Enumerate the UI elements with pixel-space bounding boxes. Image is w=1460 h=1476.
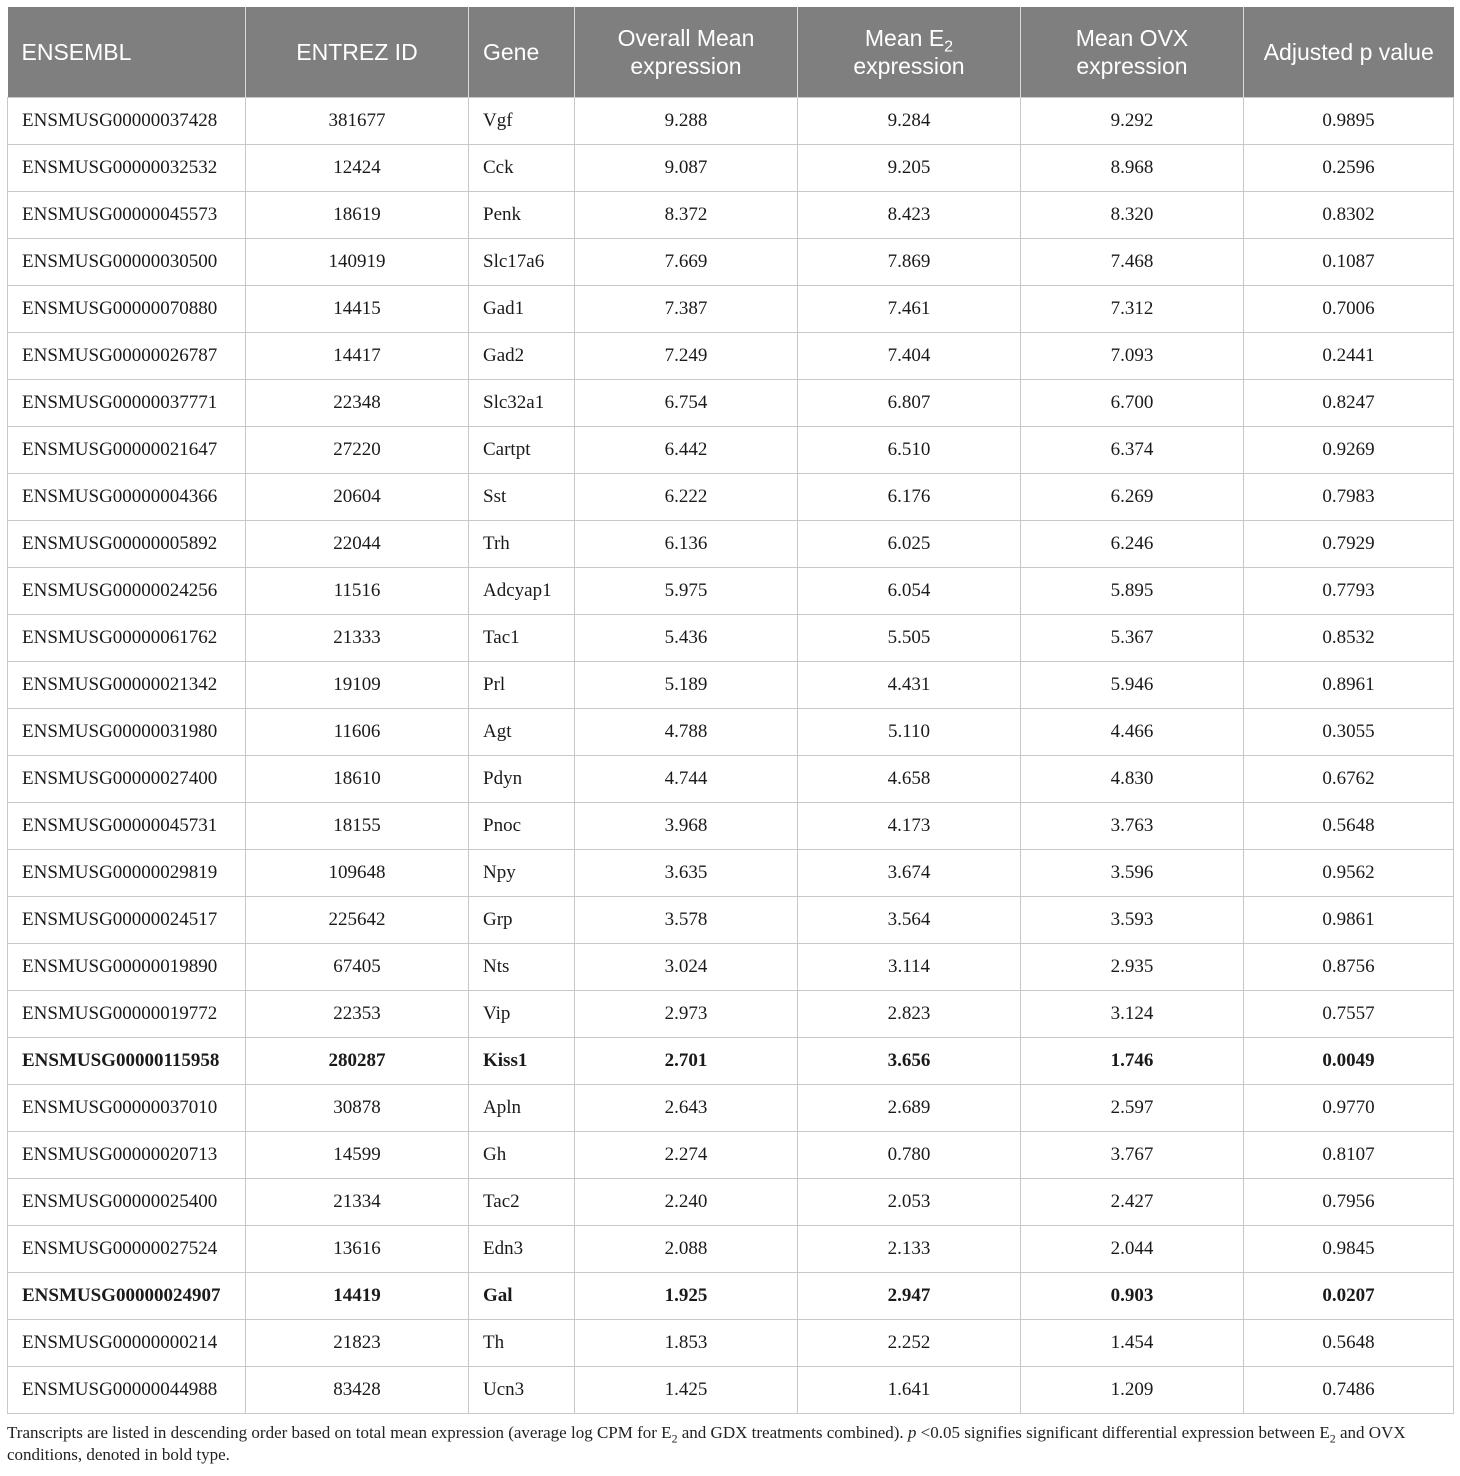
cell-mean-ovx: 8.320 (1021, 192, 1244, 239)
header-mean-e2-prefix: Mean E (864, 25, 945, 51)
cell-adjusted-p-value: 0.2441 (1244, 333, 1454, 380)
cell-adjusted-p-value: 0.7557 (1244, 991, 1454, 1038)
cell-adjusted-p-value: 0.7793 (1244, 568, 1454, 615)
cell-overall-mean: 2.274 (575, 1132, 798, 1179)
cell-mean-e2: 2.053 (798, 1179, 1021, 1226)
table-row (8, 1179, 1454, 1226)
cell-ensembl: ENSMUSG00000027400 (8, 756, 246, 803)
cell-entrez-id: 11516 (246, 568, 469, 615)
cell-adjusted-p-value: 0.8302 (1244, 192, 1454, 239)
cell-adjusted-p-value: 0.3055 (1244, 709, 1454, 756)
table-row (8, 568, 1454, 615)
cell-adjusted-p-value: 0.6762 (1244, 756, 1454, 803)
table-row (8, 286, 1454, 333)
header-mean-ovx-line1: Mean OVX (1075, 25, 1189, 51)
table-footnote (7, 1422, 1453, 1466)
cell-overall-mean: 6.136 (575, 521, 798, 568)
cell-mean-e2: 5.505 (798, 615, 1021, 662)
cell-mean-ovx: 9.292 (1021, 98, 1244, 145)
cell-overall-mean: 2.701 (575, 1038, 798, 1085)
footnote-subscript-1: 2 (671, 1431, 678, 1446)
table-row (8, 380, 1454, 427)
table-row (8, 1038, 1454, 1085)
cell-mean-e2: 6.054 (798, 568, 1021, 615)
table-row (8, 662, 1454, 709)
cell-overall-mean: 6.222 (575, 474, 798, 521)
cell-gene: Trh (469, 521, 575, 568)
cell-mean-ovx: 3.124 (1021, 991, 1244, 1038)
cell-mean-e2: 1.641 (798, 1367, 1021, 1414)
cell-overall-mean: 6.442 (575, 427, 798, 474)
cell-overall-mean: 7.249 (575, 333, 798, 380)
cell-overall-mean: 8.372 (575, 192, 798, 239)
cell-adjusted-p-value: 0.9861 (1244, 897, 1454, 944)
cell-gene: Gal (469, 1273, 575, 1320)
cell-entrez-id: 20604 (246, 474, 469, 521)
footnote-text-4: and OVX conditions, denoted in bold type. (7, 1423, 1406, 1464)
cell-ensembl: ENSMUSG00000000214 (8, 1320, 246, 1367)
table-row (8, 427, 1454, 474)
cell-adjusted-p-value: 0.7006 (1244, 286, 1454, 333)
cell-mean-e2: 3.564 (798, 897, 1021, 944)
cell-entrez-id: 11606 (246, 709, 469, 756)
cell-overall-mean: 4.788 (575, 709, 798, 756)
header-adjusted-p-value: Adjusted p value (1244, 7, 1454, 98)
cell-mean-e2: 2.947 (798, 1273, 1021, 1320)
cell-ensembl: ENSMUSG00000037771 (8, 380, 246, 427)
cell-mean-e2: 9.205 (798, 145, 1021, 192)
cell-entrez-id: 18619 (246, 192, 469, 239)
cell-mean-ovx: 3.596 (1021, 850, 1244, 897)
cell-mean-e2: 3.114 (798, 944, 1021, 991)
cell-gene: Apln (469, 1085, 575, 1132)
cell-overall-mean: 3.968 (575, 803, 798, 850)
cell-entrez-id: 30878 (246, 1085, 469, 1132)
cell-ensembl: ENSMUSG00000020713 (8, 1132, 246, 1179)
cell-adjusted-p-value: 0.9562 (1244, 850, 1454, 897)
table-row (8, 991, 1454, 1038)
cell-ensembl: ENSMUSG00000021342 (8, 662, 246, 709)
table-row (8, 850, 1454, 897)
cell-entrez-id: 21823 (246, 1320, 469, 1367)
table-row (8, 756, 1454, 803)
cell-overall-mean: 2.973 (575, 991, 798, 1038)
cell-entrez-id: 19109 (246, 662, 469, 709)
header-mean-e2-subscript: 2 (944, 37, 954, 56)
cell-overall-mean: 7.669 (575, 239, 798, 286)
cell-mean-e2: 6.025 (798, 521, 1021, 568)
cell-gene: Nts (469, 944, 575, 991)
cell-overall-mean: 1.853 (575, 1320, 798, 1367)
cell-overall-mean: 1.425 (575, 1367, 798, 1414)
cell-ensembl: ENSMUSG00000070880 (8, 286, 246, 333)
cell-mean-ovx: 6.269 (1021, 474, 1244, 521)
footnote-subscript-2: 2 (1329, 1431, 1336, 1446)
cell-overall-mean: 3.635 (575, 850, 798, 897)
header-mean-e2 (798, 7, 1021, 98)
cell-ensembl: ENSMUSG00000037010 (8, 1085, 246, 1132)
cell-mean-ovx: 4.466 (1021, 709, 1244, 756)
cell-mean-ovx: 6.246 (1021, 521, 1244, 568)
table-row (8, 333, 1454, 380)
cell-gene: Kiss1 (469, 1038, 575, 1085)
cell-ensembl: ENSMUSG00000026787 (8, 333, 246, 380)
cell-ensembl: ENSMUSG00000032532 (8, 145, 246, 192)
cell-adjusted-p-value: 0.8107 (1244, 1132, 1454, 1179)
cell-mean-ovx: 2.427 (1021, 1179, 1244, 1226)
cell-mean-ovx: 6.374 (1021, 427, 1244, 474)
cell-ensembl: ENSMUSG00000024256 (8, 568, 246, 615)
cell-entrez-id: 14417 (246, 333, 469, 380)
table-row (8, 1085, 1454, 1132)
cell-gene: Edn3 (469, 1226, 575, 1273)
cell-mean-e2: 2.252 (798, 1320, 1021, 1367)
cell-overall-mean: 2.240 (575, 1179, 798, 1226)
cell-gene: Sst (469, 474, 575, 521)
cell-entrez-id: 140919 (246, 239, 469, 286)
footnote-text-2: and GDX treatments combined). (677, 1423, 908, 1442)
cell-mean-ovx: 2.044 (1021, 1226, 1244, 1273)
cell-ensembl: ENSMUSG00000024907 (8, 1273, 246, 1320)
cell-entrez-id: 12424 (246, 145, 469, 192)
table-row (8, 521, 1454, 568)
cell-ensembl: ENSMUSG00000030500 (8, 239, 246, 286)
cell-entrez-id: 14415 (246, 286, 469, 333)
cell-adjusted-p-value: 0.5648 (1244, 803, 1454, 850)
cell-entrez-id: 381677 (246, 98, 469, 145)
cell-adjusted-p-value: 0.8756 (1244, 944, 1454, 991)
table-row (8, 1320, 1454, 1367)
cell-adjusted-p-value: 0.7929 (1244, 521, 1454, 568)
cell-ensembl: ENSMUSG00000019890 (8, 944, 246, 991)
cell-entrez-id: 280287 (246, 1038, 469, 1085)
cell-overall-mean: 3.024 (575, 944, 798, 991)
header-gene: Gene (469, 7, 575, 98)
cell-entrez-id: 109648 (246, 850, 469, 897)
cell-gene: Prl (469, 662, 575, 709)
cell-ensembl: ENSMUSG00000115958 (8, 1038, 246, 1085)
cell-mean-ovx: 5.367 (1021, 615, 1244, 662)
cell-ensembl: ENSMUSG00000045573 (8, 192, 246, 239)
cell-gene: Th (469, 1320, 575, 1367)
cell-mean-ovx: 3.593 (1021, 897, 1244, 944)
cell-mean-ovx: 1.209 (1021, 1367, 1244, 1414)
header-mean-ovx-line2: expression (1076, 53, 1188, 79)
table-row (8, 1132, 1454, 1179)
cell-entrez-id: 21333 (246, 615, 469, 662)
cell-gene: Grp (469, 897, 575, 944)
header-mean-ovx (1021, 7, 1244, 98)
footnote-p-symbol: p (907, 1423, 917, 1442)
header-overall-mean (575, 7, 798, 98)
cell-mean-ovx: 4.830 (1021, 756, 1244, 803)
cell-entrez-id: 14419 (246, 1273, 469, 1320)
cell-adjusted-p-value: 0.2596 (1244, 145, 1454, 192)
cell-gene: Pnoc (469, 803, 575, 850)
cell-mean-ovx: 3.763 (1021, 803, 1244, 850)
cell-entrez-id: 22348 (246, 380, 469, 427)
cell-adjusted-p-value: 0.0049 (1244, 1038, 1454, 1085)
cell-mean-ovx: 0.903 (1021, 1273, 1244, 1320)
table-header-row (8, 7, 1454, 98)
cell-ensembl: ENSMUSG00000021647 (8, 427, 246, 474)
cell-ensembl: ENSMUSG00000025400 (8, 1179, 246, 1226)
cell-mean-ovx: 5.946 (1021, 662, 1244, 709)
cell-entrez-id: 67405 (246, 944, 469, 991)
cell-overall-mean: 9.288 (575, 98, 798, 145)
cell-mean-ovx: 5.895 (1021, 568, 1244, 615)
cell-adjusted-p-value: 0.9845 (1244, 1226, 1454, 1273)
cell-mean-e2: 6.510 (798, 427, 1021, 474)
cell-overall-mean: 7.387 (575, 286, 798, 333)
cell-overall-mean: 5.189 (575, 662, 798, 709)
cell-adjusted-p-value: 0.7983 (1244, 474, 1454, 521)
cell-gene: Gad1 (469, 286, 575, 333)
cell-entrez-id: 83428 (246, 1367, 469, 1414)
cell-mean-e2: 4.658 (798, 756, 1021, 803)
cell-adjusted-p-value: 0.7956 (1244, 1179, 1454, 1226)
cell-gene: Adcyap1 (469, 568, 575, 615)
cell-mean-e2: 5.110 (798, 709, 1021, 756)
table-row (8, 709, 1454, 756)
cell-mean-ovx: 7.093 (1021, 333, 1244, 380)
cell-gene: Slc17a6 (469, 239, 575, 286)
cell-mean-e2: 7.461 (798, 286, 1021, 333)
cell-entrez-id: 27220 (246, 427, 469, 474)
cell-mean-ovx: 1.454 (1021, 1320, 1244, 1367)
cell-entrez-id: 225642 (246, 897, 469, 944)
cell-entrez-id: 13616 (246, 1226, 469, 1273)
header-overall-mean-line2: expression (630, 53, 742, 79)
table-row (8, 1226, 1454, 1273)
cell-gene: Pdyn (469, 756, 575, 803)
cell-mean-ovx: 8.968 (1021, 145, 1244, 192)
cell-mean-e2: 7.869 (798, 239, 1021, 286)
cell-ensembl: ENSMUSG00000029819 (8, 850, 246, 897)
cell-mean-e2: 9.284 (798, 98, 1021, 145)
cell-ensembl: ENSMUSG00000004366 (8, 474, 246, 521)
cell-ensembl: ENSMUSG00000019772 (8, 991, 246, 1038)
cell-gene: Vip (469, 991, 575, 1038)
cell-mean-ovx: 7.312 (1021, 286, 1244, 333)
cell-adjusted-p-value: 0.8247 (1244, 380, 1454, 427)
cell-ensembl: ENSMUSG00000044988 (8, 1367, 246, 1414)
cell-overall-mean: 5.975 (575, 568, 798, 615)
cell-mean-ovx: 6.700 (1021, 380, 1244, 427)
cell-overall-mean: 3.578 (575, 897, 798, 944)
cell-overall-mean: 2.088 (575, 1226, 798, 1273)
cell-mean-e2: 2.689 (798, 1085, 1021, 1132)
cell-gene: Gad2 (469, 333, 575, 380)
gene-expression-table (7, 7, 1454, 1414)
cell-mean-ovx: 7.468 (1021, 239, 1244, 286)
cell-mean-e2: 2.133 (798, 1226, 1021, 1273)
cell-gene: Vgf (469, 98, 575, 145)
cell-gene: Tac1 (469, 615, 575, 662)
cell-overall-mean: 6.754 (575, 380, 798, 427)
cell-entrez-id: 18610 (246, 756, 469, 803)
cell-mean-e2: 0.780 (798, 1132, 1021, 1179)
cell-adjusted-p-value: 0.0207 (1244, 1273, 1454, 1320)
header-entrez-id: ENTREZ ID (246, 7, 469, 98)
cell-ensembl: ENSMUSG00000027524 (8, 1226, 246, 1273)
cell-mean-ovx: 2.597 (1021, 1085, 1244, 1132)
cell-ensembl: ENSMUSG00000024517 (8, 897, 246, 944)
cell-ensembl: ENSMUSG00000031980 (8, 709, 246, 756)
table-row (8, 1273, 1454, 1320)
cell-entrez-id: 21334 (246, 1179, 469, 1226)
cell-ensembl: ENSMUSG00000037428 (8, 98, 246, 145)
cell-gene: Ucn3 (469, 1367, 575, 1414)
cell-overall-mean: 9.087 (575, 145, 798, 192)
cell-entrez-id: 18155 (246, 803, 469, 850)
cell-mean-ovx: 1.746 (1021, 1038, 1244, 1085)
cell-mean-e2: 3.656 (798, 1038, 1021, 1085)
table-row (8, 98, 1454, 145)
header-ensembl: ENSEMBL (8, 7, 246, 98)
cell-adjusted-p-value: 0.9895 (1244, 98, 1454, 145)
cell-gene: Cartpt (469, 427, 575, 474)
cell-gene: Agt (469, 709, 575, 756)
cell-adjusted-p-value: 0.9770 (1244, 1085, 1454, 1132)
cell-entrez-id: 22353 (246, 991, 469, 1038)
cell-mean-e2: 7.404 (798, 333, 1021, 380)
header-mean-e2-line2: expression (853, 53, 965, 79)
cell-gene: Gh (469, 1132, 575, 1179)
cell-adjusted-p-value: 0.8532 (1244, 615, 1454, 662)
cell-gene: Npy (469, 850, 575, 897)
cell-adjusted-p-value: 0.8961 (1244, 662, 1454, 709)
table-row (8, 474, 1454, 521)
cell-gene: Cck (469, 145, 575, 192)
table-row (8, 803, 1454, 850)
cell-overall-mean: 5.436 (575, 615, 798, 662)
cell-gene: Slc32a1 (469, 380, 575, 427)
cell-entrez-id: 14599 (246, 1132, 469, 1179)
cell-mean-ovx: 2.935 (1021, 944, 1244, 991)
cell-mean-ovx: 3.767 (1021, 1132, 1244, 1179)
cell-overall-mean: 2.643 (575, 1085, 798, 1132)
table-row (8, 192, 1454, 239)
cell-gene: Tac2 (469, 1179, 575, 1226)
cell-adjusted-p-value: 0.1087 (1244, 239, 1454, 286)
table-body (8, 98, 1454, 1414)
cell-mean-e2: 4.173 (798, 803, 1021, 850)
table-row (8, 944, 1454, 991)
cell-adjusted-p-value: 0.5648 (1244, 1320, 1454, 1367)
cell-gene: Penk (469, 192, 575, 239)
cell-adjusted-p-value: 0.9269 (1244, 427, 1454, 474)
table-row (8, 615, 1454, 662)
header-overall-mean-line1: Overall Mean (617, 25, 755, 51)
cell-mean-e2: 6.807 (798, 380, 1021, 427)
cell-mean-e2: 6.176 (798, 474, 1021, 521)
cell-entrez-id: 22044 (246, 521, 469, 568)
cell-mean-e2: 3.674 (798, 850, 1021, 897)
cell-ensembl: ENSMUSG00000005892 (8, 521, 246, 568)
cell-ensembl: ENSMUSG00000045731 (8, 803, 246, 850)
cell-ensembl: ENSMUSG00000061762 (8, 615, 246, 662)
footnote-text-1: Transcripts are listed in descending order based on total mean expression (average log CPM for E (7, 1423, 672, 1442)
table-row (8, 239, 1454, 286)
cell-mean-e2: 4.431 (798, 662, 1021, 709)
table-row (8, 897, 1454, 944)
footnote-text-3: <0.05 signifies significant differential expression between E (916, 1423, 1330, 1442)
cell-mean-e2: 2.823 (798, 991, 1021, 1038)
table-container (7, 7, 1453, 1466)
cell-overall-mean: 1.925 (575, 1273, 798, 1320)
cell-adjusted-p-value: 0.7486 (1244, 1367, 1454, 1414)
cell-mean-e2: 8.423 (798, 192, 1021, 239)
cell-overall-mean: 4.744 (575, 756, 798, 803)
table-row (8, 145, 1454, 192)
table-row (8, 1367, 1454, 1414)
